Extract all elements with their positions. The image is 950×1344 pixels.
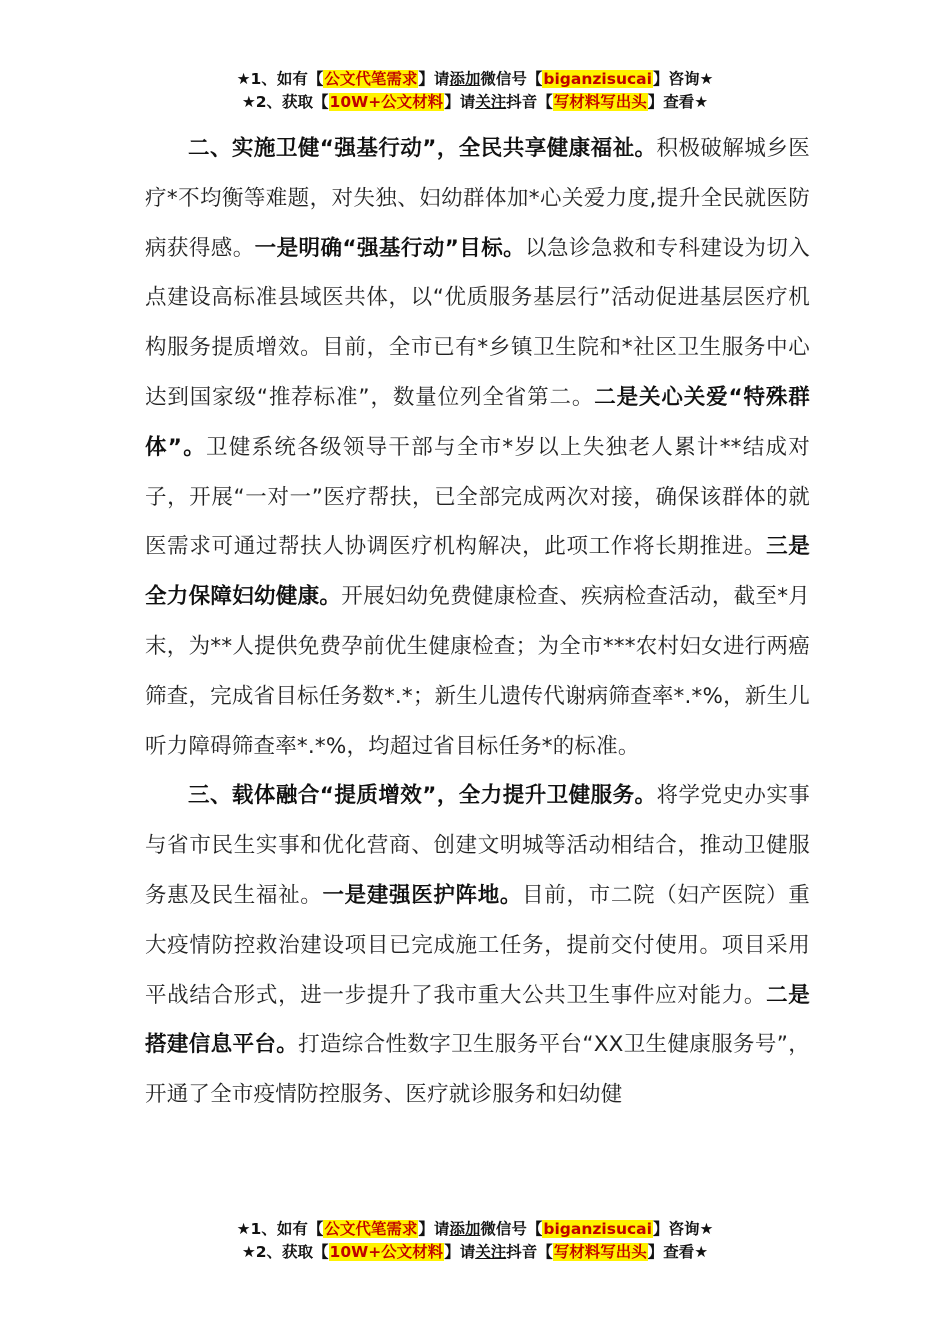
promo-text: 】查看★ [647, 1243, 709, 1261]
section-heading: 三、载体融合“提质增效”，全力提升卫健服务。 [188, 783, 657, 809]
promo-text: ★2、获取【 [241, 1243, 329, 1261]
promo-banner-bottom [0, 1218, 950, 1264]
promo-text: ★2、获取【 [241, 93, 329, 111]
promo-line-1 [0, 68, 950, 91]
paragraph-text: 开展妇幼免费健康检查、疾病检查活动，截至*月末，为**人提供免费孕前优生健康检查；为全市***农村妇女进行两癌筛查，完成省目标任务数*.*；新生儿遗传代谢病筛查率*.*%，新生儿听力障碍筛查率*.*%，均超过省目标任务*的标准。 [145, 584, 810, 759]
douyin-id: 写材料写出头 [553, 1243, 647, 1261]
promo-text: 抖音【 [506, 1243, 553, 1261]
promo-text: 抖音【 [506, 93, 553, 111]
paragraph-text: 打造综合性数字卫生服务平台“XX卫生健康服务号”，开通了全市疫情防控服务、医疗就诊服务和妇幼健 [145, 1032, 810, 1108]
douyin-id: 写材料写出头 [553, 93, 647, 111]
paragraph-section-3 [145, 771, 810, 1120]
promo-text: ★1、如有【 [236, 1220, 324, 1238]
wechat-id: biganzisucai [543, 70, 652, 88]
subheading: 一是明确“强基行动”目标。 [254, 235, 526, 261]
subheading: 三是全力保障妇幼健康。 [145, 534, 810, 610]
paragraph-text: 卫健系统各级领导干部与全市*岁以上失独老人累计**结成对子，开展“一对一”医疗帮扶，已全部完成两次对接，确保该群体的就医需求可通过帮扶人协调医疗机构解决，此项工作将长期推进。 [145, 434, 810, 560]
paragraph-text: 以急诊急救和专科建设为切入点建设高标准县域医共体，以“优质服务基层行”活动促进基层医疗机构服务提质增效。目前，全市已有*乡镇卫生院和*社区卫生服务中心达到国家级“推荐标准”，数量位列全省第二。 [145, 235, 810, 410]
underlined-text: 关注 [475, 93, 507, 111]
promo-text: 】咨询★ [652, 1220, 714, 1238]
underlined-text: 关注 [475, 1243, 507, 1261]
highlight-text: 10W+公文材料 [329, 1243, 444, 1261]
promo-line-2 [0, 91, 950, 114]
promo-text: 】查看★ [647, 93, 709, 111]
paragraph-section-2 [145, 124, 810, 771]
highlight-text: 10W+公文材料 [329, 93, 444, 111]
paragraph-text: 将学党史办实事与省市民生实事和优化营商、创建文明城等活动相结合，推动卫健服务惠及民生福祉。 [145, 783, 810, 908]
wechat-id: biganzisucai [543, 1220, 652, 1238]
underlined-text: 添加 [449, 70, 481, 88]
promo-line-2 [0, 1241, 950, 1264]
promo-text: 微信号【 [480, 1220, 543, 1238]
promo-text: 微信号【 [480, 70, 543, 88]
underlined-text: 添加 [449, 1220, 481, 1238]
highlight-text: 公文代笔需求 [324, 1220, 418, 1238]
highlight-text: 公文代笔需求 [324, 70, 418, 88]
promo-line-1 [0, 1218, 950, 1241]
promo-text: 】请 [418, 70, 450, 88]
subheading: 二是关心关爱“特殊群体”。 [145, 384, 810, 460]
promo-text: 】咨询★ [652, 70, 714, 88]
subheading: 二是搭建信息平台。 [145, 982, 810, 1058]
subheading: 一是建强医护阵地。 [322, 882, 523, 908]
promo-text: 】请 [444, 93, 476, 111]
promo-text: 】请 [444, 1243, 476, 1261]
paragraph-text: 积极破解城乡医疗*不均衡等难题，对失独、妇幼群体加*心关爱力度,提升全民就医防病获得感。 [145, 136, 810, 261]
document-body [145, 124, 810, 1120]
section-heading: 二、实施卫健“强基行动”，全民共享健康福祉。 [188, 136, 657, 161]
promo-text: 】请 [418, 1220, 450, 1238]
paragraph-text: 目前，市二院（妇产医院）重大疫情防控救治建设项目已完成施工任务，提前交付使用。项目采用平战结合形式，进一步提升了我市重大公共卫生事件应对能力。 [145, 882, 810, 1008]
promo-text: ★1、如有【 [236, 70, 324, 88]
promo-banner-top [0, 68, 950, 114]
